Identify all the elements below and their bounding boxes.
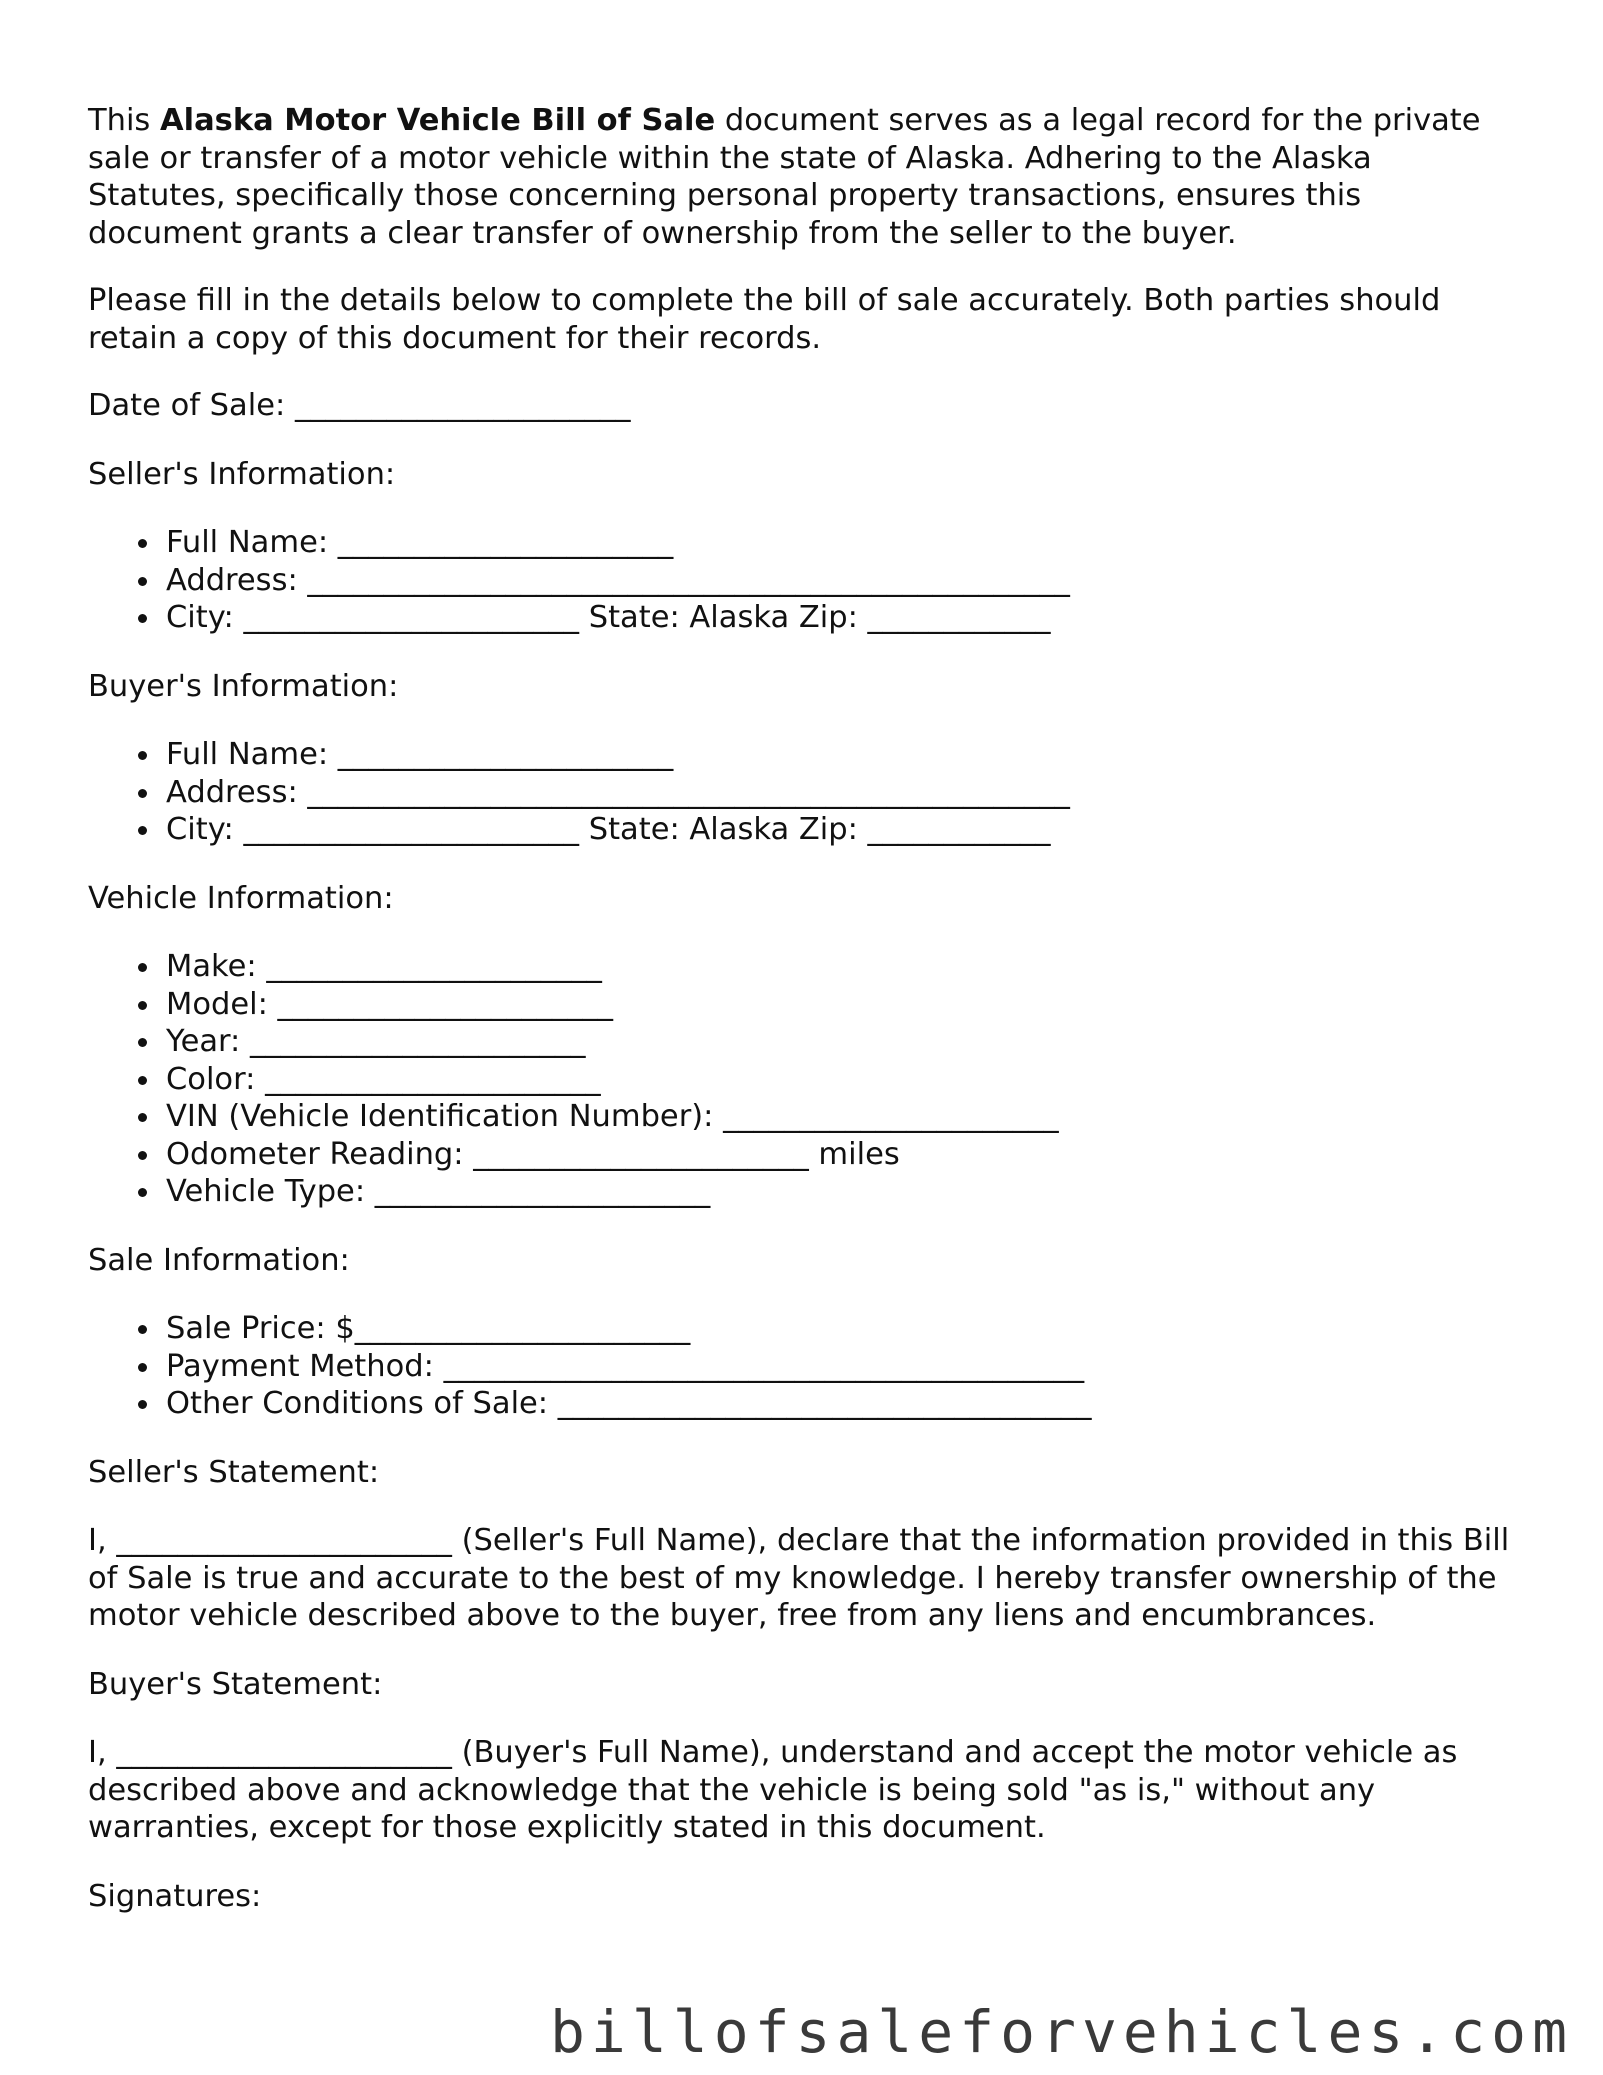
buyer-address-field: Address: __________________________________________________ (166, 774, 1518, 812)
payment-method-field: Payment Method: __________________________________________ (166, 1348, 1518, 1386)
vehicle-year-field: Year: ______________________ (166, 1023, 1518, 1061)
seller-city-field: City: ______________________ State: Alaska Zip: ____________ (166, 599, 1518, 637)
buyer-statement-text: I, ______________________ (Buyer's Full Name), understand and accept the motor vehicle as described above and acknowledge that the vehicle is being sold "as is," without any warranties, except for those explicitly stated in this document. (88, 1735, 1458, 1845)
signatures-heading: Signatures: (88, 1878, 262, 1914)
seller-address-field: Address: __________________________________________________ (166, 562, 1518, 600)
buyer-statement-heading: Buyer's Statement: (88, 1666, 383, 1702)
vehicle-info-heading: Vehicle Information: (88, 880, 394, 916)
instructions-paragraph: Please fill in the details below to complete the bill of sale accurately. Both parties should retain a copy of this document for their records. (88, 283, 1441, 356)
sale-price-field: Sale Price: $______________________ (166, 1310, 1518, 1348)
buyer-info-heading: Buyer's Information: (88, 668, 399, 704)
vehicle-make-field: Make: ______________________ (166, 948, 1518, 986)
intro-prefix: This (88, 103, 161, 138)
vehicle-vin-field: VIN (Vehicle Identification Number): ______________________ (166, 1098, 1518, 1136)
buyer-city-field: City: ______________________ State: Alaska Zip: ____________ (166, 811, 1518, 849)
intro-suffix: document serves as a legal record for the private sale or transfer of a motor vehicle within the state of Alaska. Adhering to the Alaska Statutes, specifically those concerning personal property transactions, ensures this document grants a clear transfer of ownership from the seller to the buyer. (88, 103, 1481, 251)
sale-info-heading: Sale Information: (88, 1242, 350, 1278)
seller-info-heading: Seller's Information: (88, 456, 396, 492)
vehicle-info-list (88, 948, 1518, 1211)
seller-statement-heading: Seller's Statement: (88, 1454, 380, 1490)
intro-paragraph (88, 102, 1518, 252)
buyer-full-name-field: Full Name: ______________________ (166, 736, 1518, 774)
document-title: Alaska Motor Vehicle Bill of Sale (160, 103, 716, 138)
vehicle-odometer-field: Odometer Reading: ______________________ miles (166, 1136, 1518, 1174)
watermark: billofsaleforvehicles.com (550, 1997, 1573, 2066)
seller-info-list (88, 524, 1518, 637)
document-body (88, 102, 1518, 1946)
date-of-sale-field: Date of Sale: ______________________ (88, 388, 631, 423)
seller-full-name-field: Full Name: ______________________ (166, 524, 1518, 562)
buyer-info-list (88, 736, 1518, 849)
sale-info-list (88, 1310, 1518, 1423)
vehicle-model-field: Model: ______________________ (166, 986, 1518, 1024)
other-conditions-field: Other Conditions of Sale: ___________________________________ (166, 1385, 1518, 1423)
seller-statement-text: I, ______________________ (Seller's Full Name), declare that the information provided in this Bill of Sale is true and accurate to the best of my knowledge. I hereby transfer ownership of the motor vehicle described above to the buyer, free from any liens and encumbrances. (88, 1523, 1510, 1633)
vehicle-type-field: Vehicle Type: ______________________ (166, 1173, 1518, 1211)
vehicle-color-field: Color: ______________________ (166, 1061, 1518, 1099)
